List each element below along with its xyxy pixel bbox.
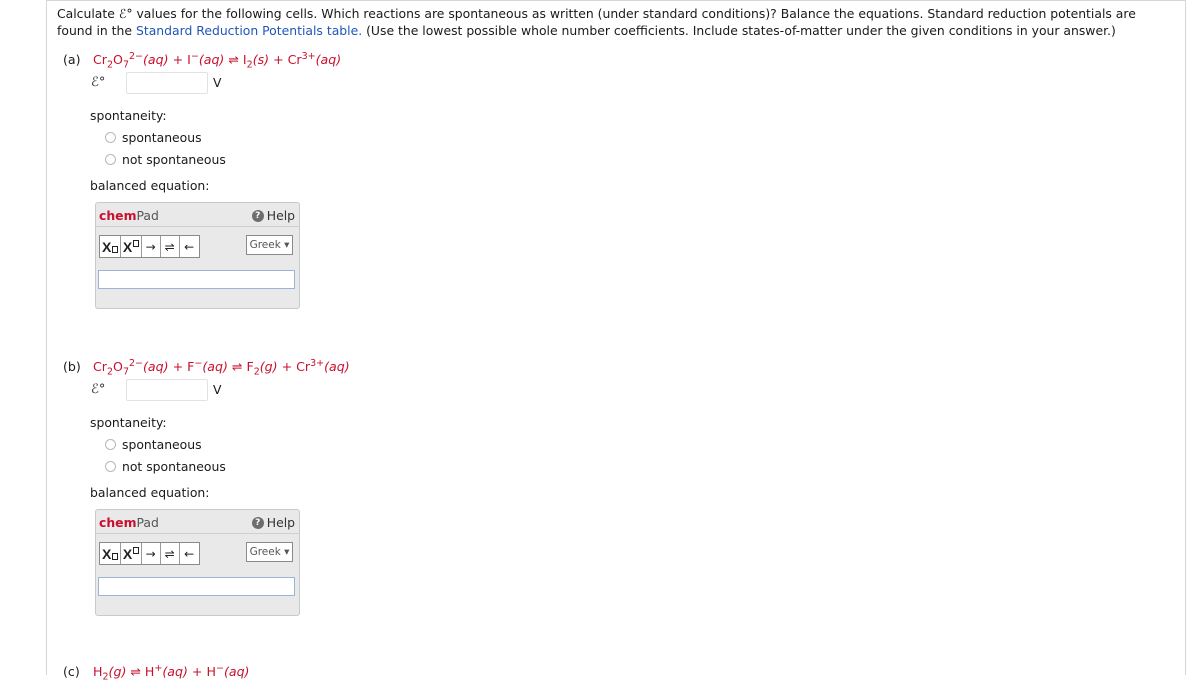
part-a-unit: V	[213, 75, 222, 90]
part-b-e-label: ℰ°	[91, 382, 106, 397]
help-button[interactable]: ? Help	[252, 208, 295, 223]
intro-text-start: Calculate	[57, 6, 119, 21]
part-b-not-spontaneous-option[interactable]: not spontaneous	[105, 459, 226, 474]
part-a-chempad	[95, 202, 300, 309]
chempad-toolbar	[99, 542, 200, 565]
part-b-e-input[interactable]	[126, 379, 208, 401]
equilibrium-arrow-button[interactable]: ⇌	[161, 543, 180, 564]
chempad-title: chemPad	[99, 208, 159, 223]
chempad-title: chemPad	[99, 515, 159, 530]
part-a-e-label: ℰ°	[91, 75, 106, 90]
part-b-spontaneity-label: spontaneity:	[90, 415, 167, 430]
subscript-button[interactable]: X	[100, 543, 121, 564]
e-symbol: ℰ°	[118, 6, 133, 21]
part-a-letter: (a)	[63, 52, 81, 67]
superscript-button[interactable]: X	[121, 236, 142, 257]
left-arrow-button[interactable]: ←	[184, 239, 195, 254]
right-arrow-button[interactable]: →	[142, 236, 161, 257]
greek-dropdown[interactable]: Greek ▾	[246, 542, 293, 562]
right-arrow-button[interactable]: →	[142, 543, 161, 564]
part-a-equation	[63, 50, 342, 71]
reduction-potentials-link[interactable]: Standard Reduction Potentials table.	[135, 22, 363, 38]
part-b-spontaneous-option[interactable]: spontaneous	[105, 437, 202, 452]
intro-text-end: (Use the lowest possible whole number coefficients. Include states-of-matter under the given conditions in your answer.)	[362, 22, 1116, 38]
help-button[interactable]: ? Help	[252, 515, 295, 530]
chempad-divider	[96, 533, 299, 534]
part-a-balanced-label: balanced equation:	[90, 178, 210, 193]
superscript-button[interactable]: X	[121, 543, 142, 564]
equilibrium-arrow-button[interactable]: ⇌	[161, 236, 180, 257]
part-b-chempad	[95, 509, 300, 616]
radio-button[interactable]	[105, 154, 116, 165]
greek-dropdown[interactable]: Greek ▾	[246, 235, 293, 255]
part-b-unit: V	[213, 382, 222, 397]
chempad-divider	[96, 226, 299, 227]
part-b-equation-input[interactable]	[98, 577, 295, 596]
chempad-toolbar	[99, 235, 200, 258]
part-a-spontaneous-option[interactable]: spontaneous	[105, 130, 202, 145]
help-icon: ?	[252, 210, 264, 222]
part-b-letter: (b)	[63, 359, 81, 374]
part-b-equation	[63, 357, 350, 378]
left-arrow-button[interactable]: ←	[184, 546, 195, 561]
part-a-equation-input[interactable]	[98, 270, 295, 289]
part-c-letter: (c)	[63, 664, 80, 679]
part-a-e-input[interactable]	[126, 72, 208, 94]
intro-text: values for the following cells. Which reactions are spontaneous as written (under standard conditions)? Balance the equations. Standard reduction potentials are found in the	[57, 6, 1136, 38]
subscript-button[interactable]: X	[100, 236, 121, 257]
radio-button[interactable]	[105, 132, 116, 143]
part-a-not-spontaneous-option[interactable]: not spontaneous	[105, 152, 226, 167]
part-b-reaction: $Cr_2O_7^{2-}(aq) + F^-(aq)$ ⇌ $F_2(g) + Cr^{3+}(aq)$	[93, 357, 350, 378]
part-b-balanced-label: balanced equation:	[90, 485, 210, 500]
help-icon: ?	[252, 517, 264, 529]
part-c-reaction: $H_2(g)$ ⇌ H+(aq) + H−(aq)	[93, 662, 250, 683]
part-a-spontaneity-label: spontaneity:	[90, 108, 167, 123]
question-instructions	[57, 6, 1167, 39]
part-a-reaction: $Cr_2O_7^{2-}(aq) + I^-(aq)$ ⇌ $I_2(s) + Cr^{3+}(aq)$	[93, 50, 342, 71]
radio-button[interactable]	[105, 439, 116, 450]
part-c-equation	[63, 662, 250, 683]
radio-button[interactable]	[105, 461, 116, 472]
frame-top-border	[46, 0, 1186, 1]
